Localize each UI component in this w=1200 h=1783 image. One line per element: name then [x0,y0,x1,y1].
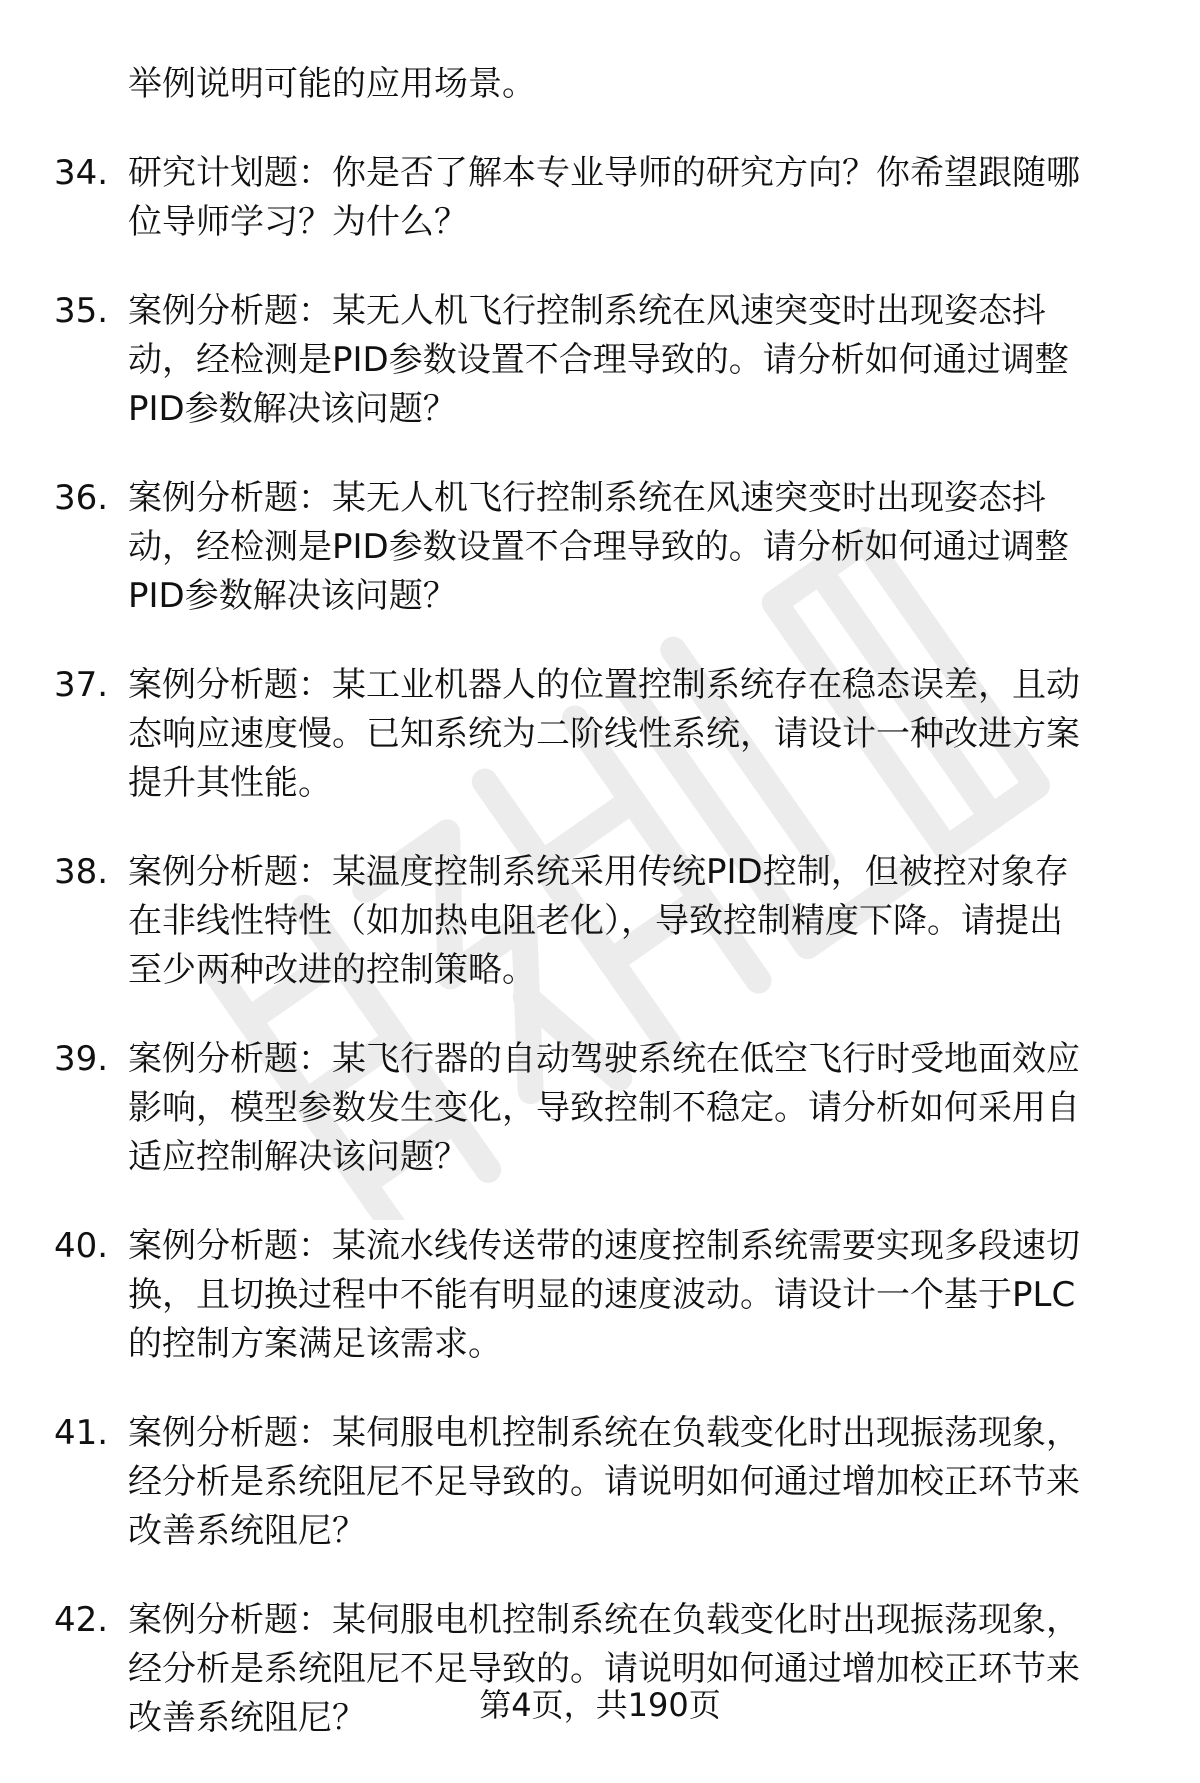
question-line: 改善系统阻尼？ [128,1511,366,1551]
question-item [54,474,1134,621]
question-line: 案例分析题：某工业机器人的位置控制系统存在稳态误差，且动 [128,665,1080,705]
question-item [54,287,1134,434]
question-number: 35. [54,291,109,331]
question-number: 36. [54,478,109,518]
question-line: 改善系统阻尼？ [128,1698,366,1738]
question-item [54,1035,1134,1182]
question-text [128,287,1130,434]
question-number: 41. [54,1413,109,1453]
continuation-line: 举例说明可能的应用场景。 [128,64,536,104]
question-line: 至少两种改进的控制策略。 [128,950,536,990]
question-item [54,149,1134,247]
question-text [128,474,1130,621]
question-number: 39. [54,1039,109,1079]
question-line: 适应控制解决该问题？ [128,1137,468,1177]
question-line: 案例分析题：某温度控制系统采用传统PID控制，但被控对象存 [128,852,1069,892]
question-line: 动，经检测是PID参数设置不合理导致的。请分析如何通过调整 [128,340,1069,380]
question-line: 影响，模型参数发生变化，导致控制不稳定。请分析如何采用自 [128,1088,1080,1128]
question-item [54,661,1134,808]
question-line: 的控制方案满足该需求。 [128,1324,502,1364]
question-text [128,149,1130,247]
question-line: 案例分析题：某流水线传送带的速度控制系统需要实现多段速切 [128,1226,1080,1266]
page-footer: 第4页，共190页 [479,1686,721,1724]
question-list [54,60,1134,1783]
question-number: 37. [54,665,109,705]
question-line: 案例分析题：某无人机飞行控制系统在风速突变时出现姿态抖 [128,478,1046,518]
question-line: 研究计划题：你是否了解本专业导师的研究方向？你希望跟随哪 [128,153,1080,193]
question-number: 42. [54,1600,109,1640]
question-line: 经分析是系统阻尼不足导致的。请说明如何通过增加校正环节来 [128,1462,1080,1502]
question-line: PID参数解决该问题？ [128,389,457,429]
question-line: 案例分析题：某伺服电机控制系统在负载变化时出现振荡现象， [128,1600,1080,1640]
question-item [54,1222,1134,1369]
question-line: 提升其性能。 [128,763,332,803]
question-line: PID参数解决该问题？ [128,576,457,616]
question-number: 40. [54,1226,109,1266]
question-number: 38. [54,852,109,892]
question-text [128,1409,1130,1556]
question-item [54,848,1134,995]
question-text [128,661,1130,808]
question-line: 态响应速度慢。已知系统为二阶线性系统，请设计一种改进方案 [128,714,1080,754]
question-line: 动，经检测是PID参数设置不合理导致的。请分析如何通过调整 [128,527,1069,567]
question-text [128,1035,1130,1182]
question-line: 在非线性特性（如加热电阻老化），导致控制精度下降。请提出 [128,901,1063,941]
question-line: 经分析是系统阻尼不足导致的。请说明如何通过增加校正环节来 [128,1649,1080,1689]
question-number: 34. [54,153,109,193]
question-line: 位导师学习？为什么？ [128,202,468,242]
question-line: 案例分析题：某伺服电机控制系统在负载变化时出现振荡现象， [128,1413,1080,1453]
question-line: 换，且切换过程中不能有明显的速度波动。请设计一个基于PLC [128,1275,1076,1315]
question-line: 案例分析题：某无人机飞行控制系统在风速突变时出现姿态抖 [128,291,1046,331]
question-line: 案例分析题：某飞行器的自动驾驶系统在低空飞行时受地面效应 [128,1039,1080,1079]
question-text [128,1222,1130,1369]
question-item [54,1409,1134,1556]
question-text [128,848,1130,995]
